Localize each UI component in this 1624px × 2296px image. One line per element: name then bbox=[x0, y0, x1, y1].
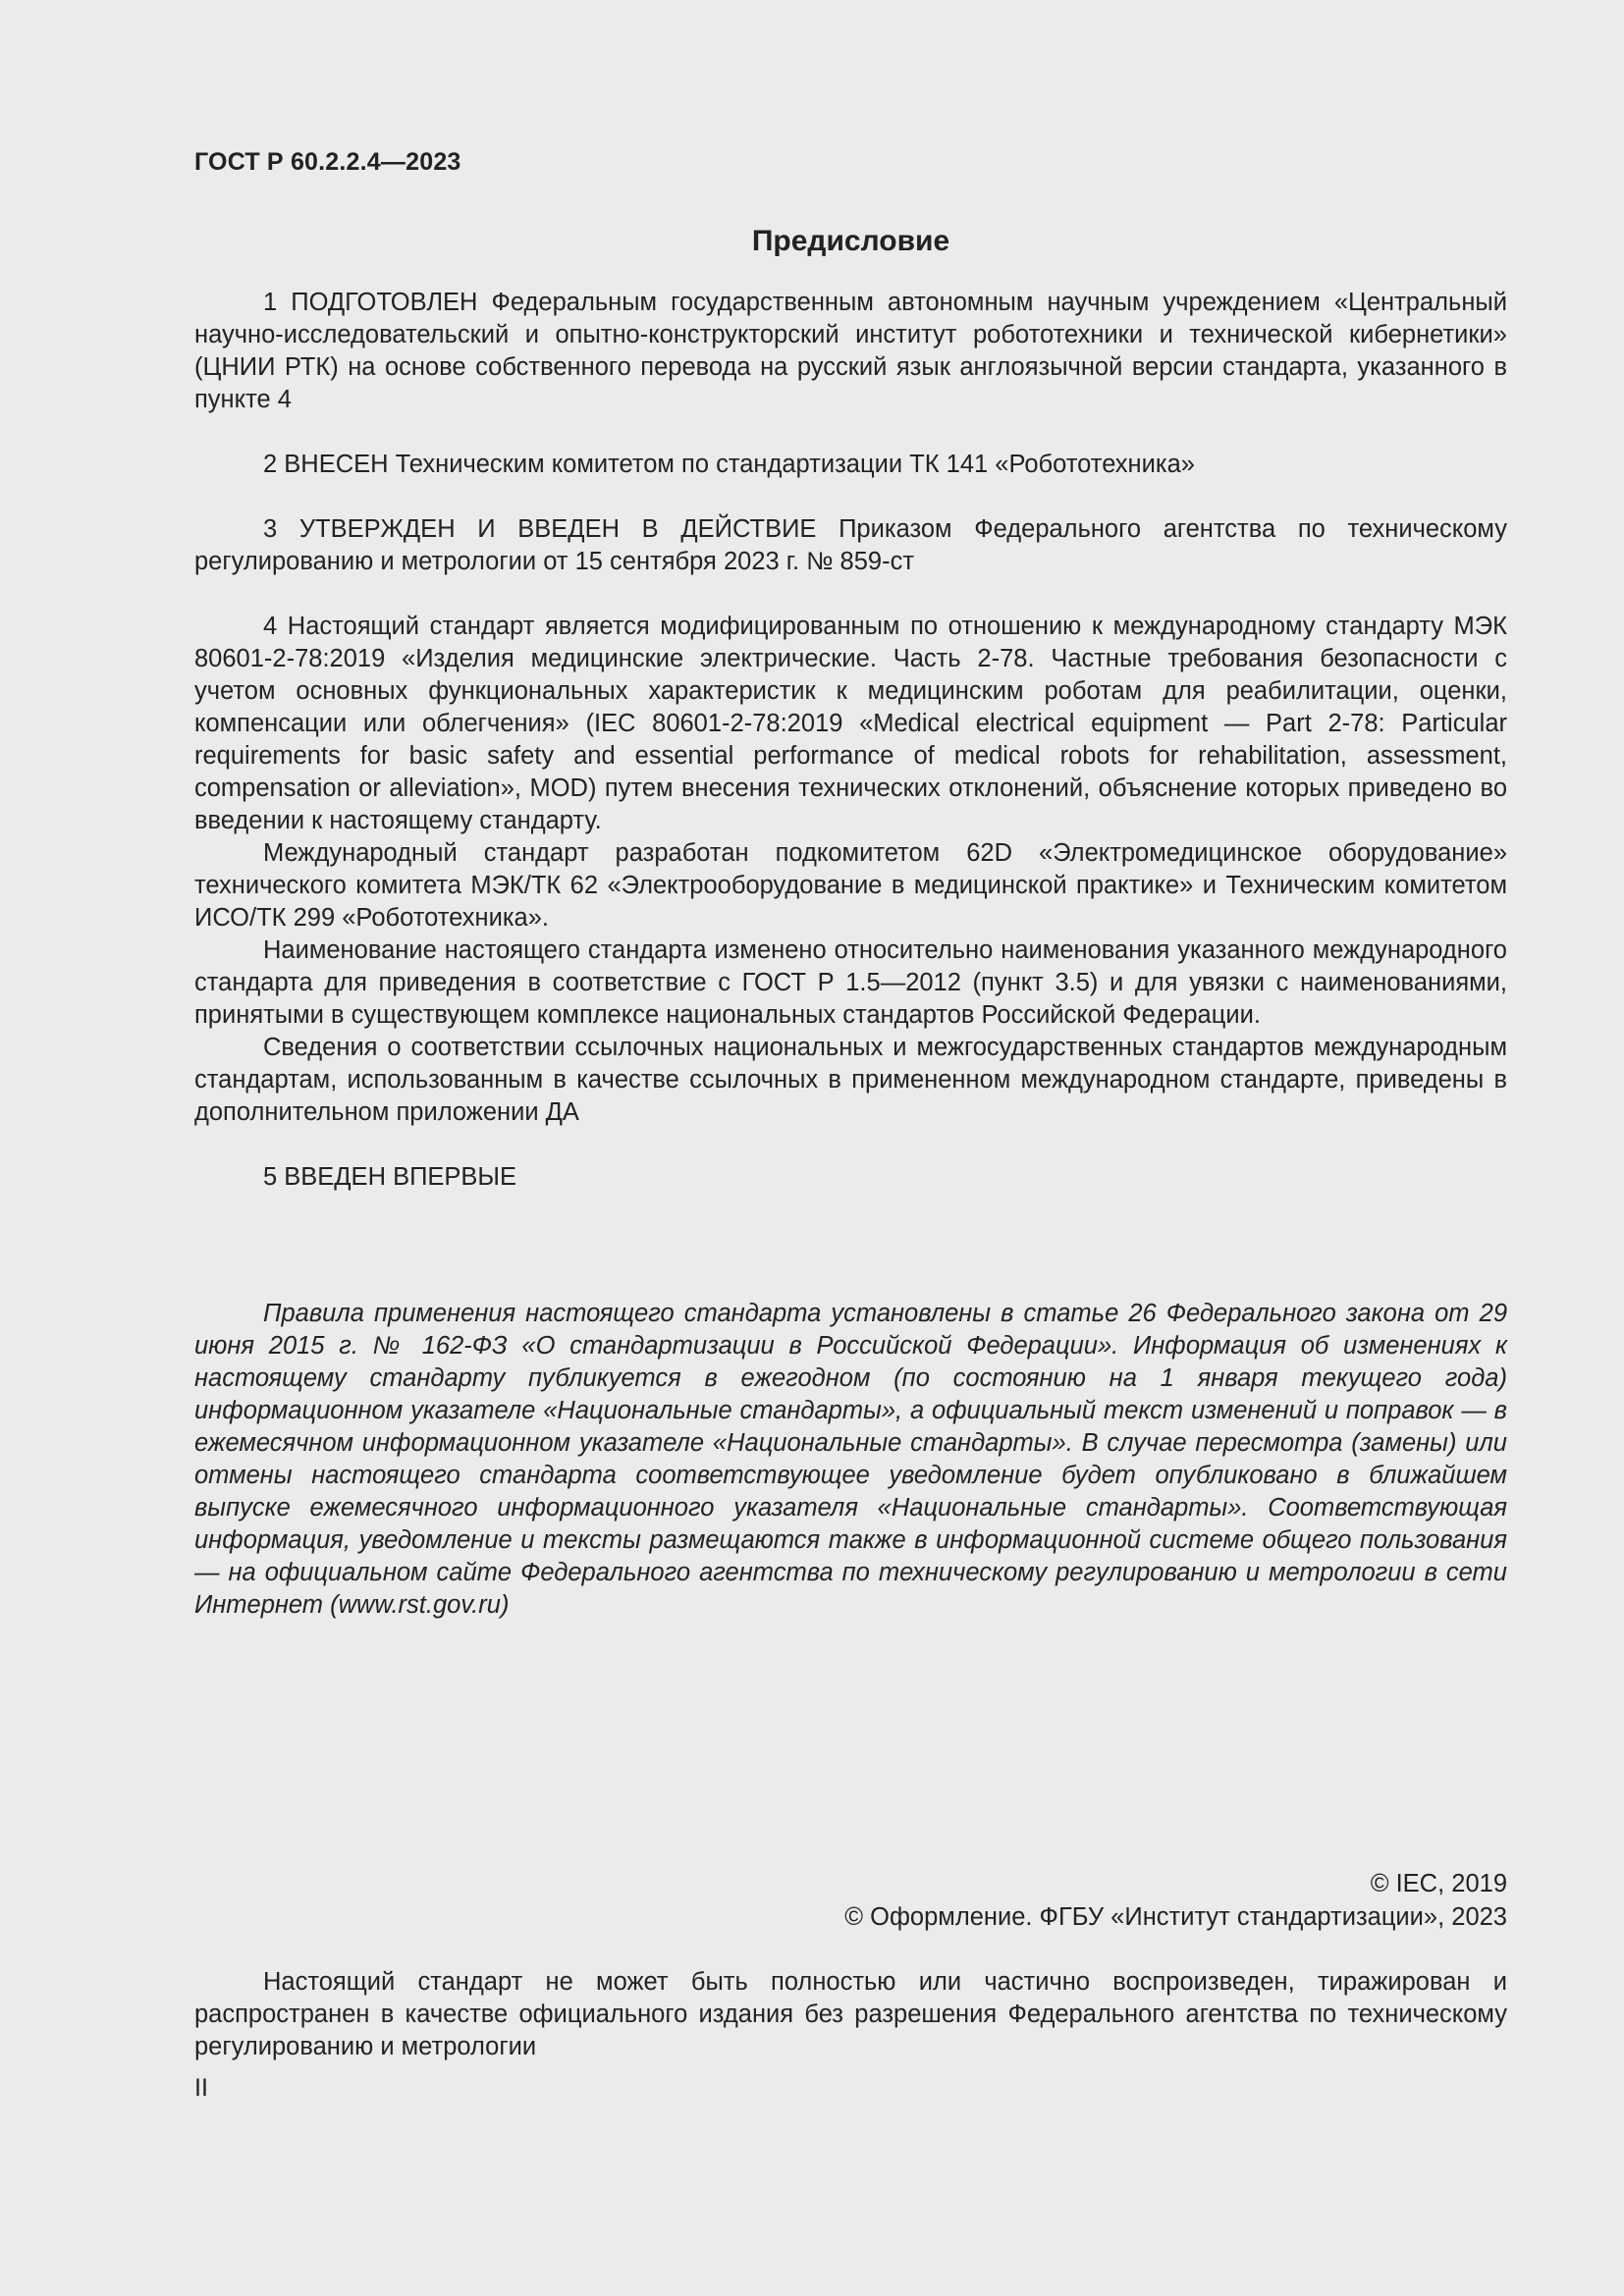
item-3-approved: 3 УТВЕРЖДЕН И ВВЕДЕН В ДЕЙСТВИЕ Приказом Федерального агентства по техническому регулированию и метрологии от 15 сентября 2023 г. № 859-ст bbox=[194, 515, 1507, 575]
document-page bbox=[194, 0, 1507, 2296]
item-5-first-introduced: 5 ВВЕДЕН ВПЕРВЫЕ bbox=[263, 1163, 517, 1191]
page-title: Предисловие bbox=[751, 225, 950, 257]
item-4-modified-standard: 4 Настоящий стандарт является модифицированным по отношению к международному стандарту МЭК 80601-2-78:2019 «Изделия медицинские электрические. Часть 2-78. Частные требования безопасности с учетом основных функциональных характеристик к медицинским роботам для реабилитации, оценки, компенсации или облегчения» (IEC 80601-2-78:2019 «Medical electrical equipment — Part 2-78: Particular requirements for basic safety and essential performance of medical robots for rehabilitation, assessment, compensation or alleviation», MOD) путем внесения технических отклонений, объяснение которых приведено во введении к настоящему стандарту. bbox=[194, 613, 1507, 834]
copyright-design: © Оформление. ФГБУ «Институт стандартизации», 2023 bbox=[844, 1903, 1507, 1931]
reproduction-notice: Настоящий стандарт не может быть полностью или частично воспроизведен, тиражирован и распространен в качестве официального издания без разрешения Федерального агентства по техническому регулированию и метрологии bbox=[194, 1968, 1507, 2060]
application-rules-notice: Правила применения настоящего стандарта установлены в статье 26 Федерального закона от 29 июня 2015 г. № 162-ФЗ «О стандартизации в Российской Федерации». Информация об изменениях к настоящему стандарту публикуется в ежегодном (по состоянию на 1 января текущего года) информационном указателе «Национальные стандарты», а официальный текст изменений и поправок — в ежемесячном информационном указателе «Национальные стандарты». В случае пересмотра (замены) или отмены настоящего стандарта соответствующее уведомление будет опубликовано в ближайшем выпуске ежемесячного информационного указателя «Национальные стандарты». Соответствующая информация, уведомление и тексты размещаются также в информационной системе общего пользования — на официальном сайте Федерального агентства по техническому регулированию и метрологии в сети Интернет (www.rst.gov.ru) bbox=[194, 1300, 1507, 1619]
copyright-iec: © IEC, 2019 bbox=[1370, 1870, 1507, 1897]
preface-body bbox=[194, 287, 1507, 1194]
copyright-block bbox=[844, 1867, 1507, 1934]
item-4-developer-info: Международный стандарт разработан подкомитетом 62D «Электромедицинское оборудование» технического комитета МЭК/ТК 62 «Электрооборудование в медицинской практике» и Техническим комитетом ИСО/ТК 299 «Робототехника». bbox=[194, 839, 1507, 932]
item-2-submitted: 2 ВНЕСЕН Техническим комитетом по стандартизации ТК 141 «Робототехника» bbox=[263, 451, 1195, 478]
item-4-reference-info: Сведения о соответствии ссылочных национальных и межгосударственных стандартов международным стандартам, использованным в качестве ссылочных в примененном международном стандарте, приведены в дополнительном приложении ДА bbox=[194, 1034, 1507, 1126]
page-number: II bbox=[194, 2074, 208, 2102]
document-id: ГОСТ Р 60.2.2.4—2023 bbox=[194, 148, 461, 176]
item-4-title-change: Наименование настоящего стандарта изменено относительно наименования указанного международного стандарта для приведения в соответствие с ГОСТ Р 1.5—2012 (пункт 3.5) и для увязки с наименованиями, принятыми в существующем комплексе национальных стандартов Российской Федерации. bbox=[194, 936, 1507, 1029]
item-1-prepared: 1 ПОДГОТОВЛЕН Федеральным государственным автономным научным учреждением «Центральный научно-исследовательский и опытно-конструкторский институт робототехники и технической кибернетики» (ЦНИИ РТК) на основе собственного перевода на русский язык англоязычной версии стандарта, указанного в пункте 4 bbox=[194, 289, 1507, 413]
